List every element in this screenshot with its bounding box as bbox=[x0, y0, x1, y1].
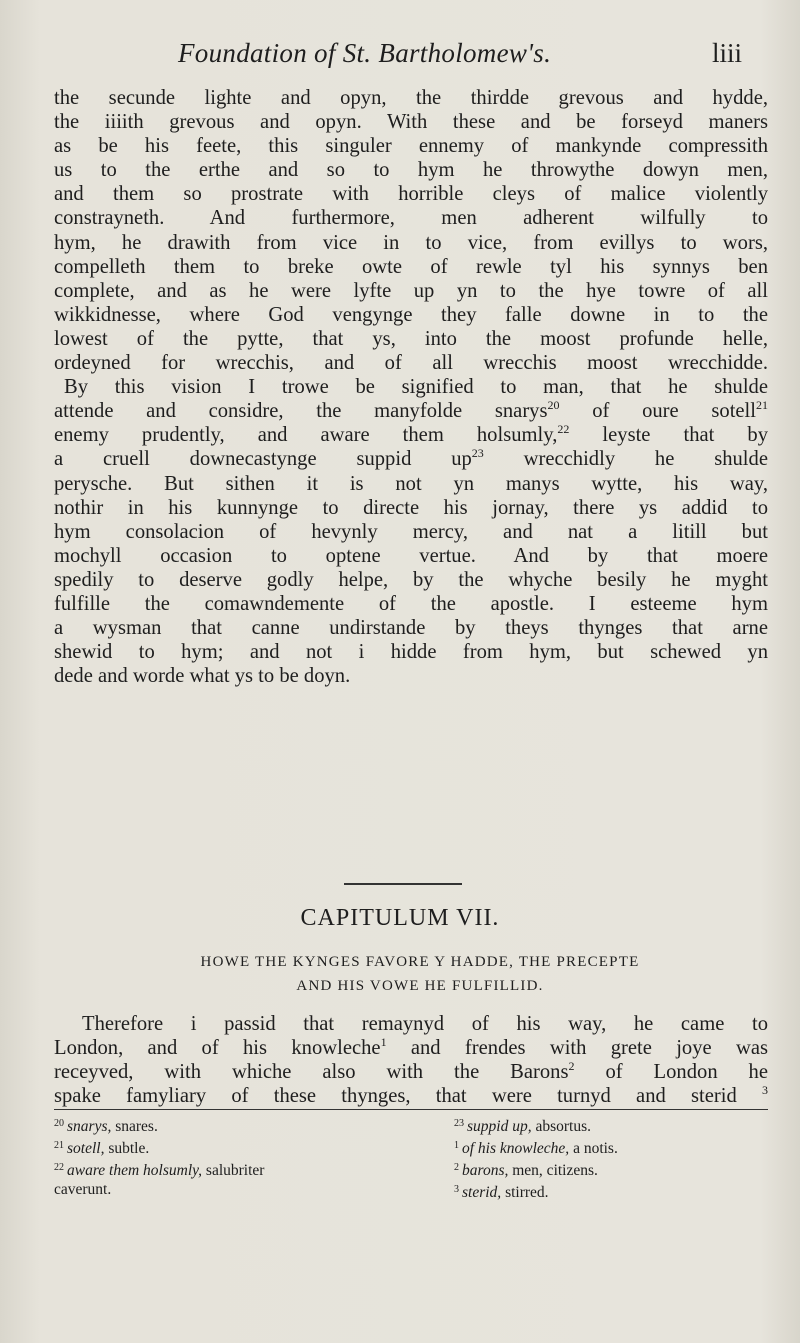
footnote-term: sterid, bbox=[462, 1184, 502, 1201]
note-ref: 1 bbox=[380, 1035, 387, 1050]
text-fragment: leyste that by bbox=[602, 424, 768, 447]
footnote bbox=[454, 1158, 768, 1180]
footnote bbox=[454, 1136, 768, 1158]
footnote-divider bbox=[54, 1109, 768, 1110]
text-line: constrayneth. And furthermore, men adherent wilfully to bbox=[54, 207, 768, 230]
footnote-term: sotell, bbox=[67, 1140, 105, 1157]
text-fragment: a cruell downecastynge suppid up bbox=[54, 448, 472, 471]
footnote-number: 3 bbox=[454, 1184, 459, 1195]
text-line: complete, and as he were lyfte up yn to the hye towre of all bbox=[54, 279, 768, 302]
footnote-term: suppid up, bbox=[467, 1118, 532, 1135]
note-ref: 3 bbox=[762, 1083, 768, 1098]
text-line bbox=[54, 1036, 768, 1060]
footnote bbox=[54, 1136, 414, 1158]
text-line: a wysman that canne undirstande by theys thynges that arne bbox=[54, 617, 768, 640]
text-line: and them so prostrate with horrible cleys of malice violently bbox=[54, 183, 768, 206]
footnote-gloss: snares. bbox=[115, 1118, 158, 1135]
text-line: fulfille the comawndemente of the apostle. I esteeme hym bbox=[54, 592, 768, 615]
footnote bbox=[54, 1180, 414, 1199]
footnote-gloss: a notis. bbox=[573, 1140, 618, 1157]
chapter-subtitle-line: HOWE THE KYNGES FAVORE Y HADDE, THE PRECEPTE bbox=[200, 954, 640, 970]
text-line: shewid to hym; and not i hidde from hym, but schewed yn bbox=[54, 641, 768, 664]
footnote-term: barons, bbox=[462, 1162, 509, 1179]
footnote-term: of his knowleche, bbox=[462, 1140, 570, 1157]
note-ref: 2 bbox=[568, 1059, 575, 1074]
note-ref: 20 bbox=[547, 398, 560, 413]
text-fragment: and frendes with grete joye was bbox=[410, 1037, 768, 1060]
footnotes-right-column bbox=[454, 1114, 768, 1202]
page-number: liii bbox=[711, 38, 742, 68]
text-line: compelleth them to breke owte of rewle tyl his synnys ben bbox=[54, 255, 768, 278]
text-line: ordeyned for wrecchis, and of all wrecchis moost wrecchidde. bbox=[54, 352, 768, 375]
footnote-number: 22 bbox=[54, 1162, 64, 1173]
footnotes-left-column bbox=[54, 1114, 414, 1199]
footnote-number: 2 bbox=[454, 1162, 459, 1173]
text-line: By this vision I trowe be signified to man, that he shulde bbox=[64, 376, 768, 399]
text-line: lowest of the pytte, that ys, into the moost profunde helle, bbox=[54, 327, 768, 350]
running-title: Foundation of St. Bartholomew's. bbox=[178, 38, 552, 68]
footnote-gloss: salubriter bbox=[205, 1162, 265, 1179]
footnote-number: 20 bbox=[54, 1118, 64, 1129]
footnote bbox=[454, 1114, 768, 1136]
note-ref: 22 bbox=[557, 422, 570, 437]
chapter-title: CAPITULUM VII. bbox=[300, 905, 500, 931]
text-fragment: enemy prudently, and aware them holsumly, bbox=[54, 424, 558, 447]
footnote bbox=[54, 1114, 414, 1136]
text-line: wikkidnesse, where God vengynge they falle downe in to the bbox=[54, 303, 768, 326]
text-fragment: wrecchidly he shulde bbox=[523, 448, 768, 471]
footnote-term: aware them holsumly, bbox=[67, 1162, 203, 1179]
text-line: nothir in his kunnynge to directe his jornay, there ys addid to bbox=[54, 496, 768, 519]
footnote bbox=[54, 1158, 414, 1180]
footnote-number: 23 bbox=[454, 1118, 464, 1129]
text-fragment: attende and considre, the manyfolde snarys bbox=[54, 400, 548, 423]
footnote-gloss: men, citizens. bbox=[512, 1162, 598, 1179]
text-line: dede and worde what ys to be doyn. bbox=[54, 665, 351, 688]
text-line bbox=[54, 1060, 768, 1084]
note-ref: 21 bbox=[756, 398, 768, 413]
running-head bbox=[0, 38, 800, 78]
text-line: mochyll occasion to optene vertue. And by that moere bbox=[54, 544, 768, 567]
text-line: the iiiith grevous and opyn. With these and be forseyd maners bbox=[54, 111, 768, 134]
text-line bbox=[54, 447, 768, 471]
note-ref: 23 bbox=[471, 446, 484, 461]
text-line bbox=[54, 423, 768, 447]
body-text bbox=[54, 86, 768, 688]
footnote-term: snarys, bbox=[67, 1118, 112, 1135]
text-fragment: spake famyliary of these thynges, that were turnyd and sterid bbox=[54, 1085, 737, 1108]
text-line bbox=[54, 1084, 768, 1108]
text-line: Therefore i passid that remaynyd of his way, he came to bbox=[82, 1013, 768, 1035]
chapter-subtitle bbox=[60, 950, 780, 998]
text-line bbox=[54, 399, 768, 423]
section-divider bbox=[344, 883, 462, 885]
text-line: as be his feete, this singuler ennemy of mankynde compressith bbox=[54, 135, 768, 158]
text-line: us to the erthe and so to hym he throwythe dowyn men, bbox=[54, 159, 768, 182]
text-line: hym consolacion of hevynly mercy, and nat a litill but bbox=[54, 520, 768, 543]
text-line: spedily to deserve godly helpe, by the whyche besily he myght bbox=[54, 568, 768, 591]
text-fragment: of oure sotell bbox=[592, 400, 756, 423]
text-fragment: receyved, with whiche also with the Barons bbox=[54, 1061, 569, 1084]
text-line: perysche. But sithen it is not yn manys wytte, his way, bbox=[54, 472, 768, 495]
chapter-text bbox=[54, 1012, 768, 1108]
text-line: the secunde lighte and opyn, the thirdde grevous and hydde, bbox=[54, 87, 768, 109]
footnote bbox=[454, 1180, 768, 1202]
footnote-number: 1 bbox=[454, 1140, 459, 1151]
text-fragment: of London he bbox=[605, 1061, 768, 1084]
footnote-gloss: subtle. bbox=[108, 1140, 150, 1157]
footnote-gloss: stirred. bbox=[505, 1184, 549, 1201]
text-line: hym, he drawith from vice in to vice, from evillys to wors, bbox=[54, 231, 768, 254]
footnote-gloss: caverunt. bbox=[54, 1181, 112, 1198]
chapter-subtitle-line: AND HIS VOWE HE FULFILLID. bbox=[296, 978, 544, 994]
footnote-number: 21 bbox=[54, 1140, 64, 1151]
footnote-gloss: absortus. bbox=[535, 1118, 592, 1135]
text-fragment: London, and of his knowleche bbox=[54, 1037, 381, 1060]
